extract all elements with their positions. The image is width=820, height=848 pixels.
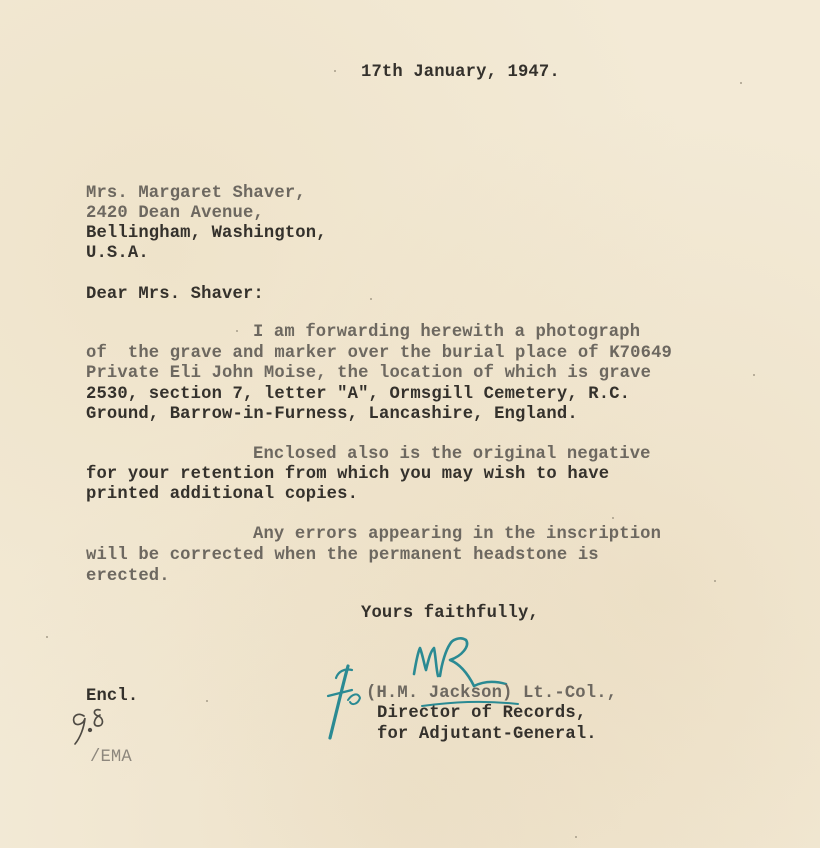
body-line: Ground, Barrow-in-Furness, Lancashire, England. — [86, 405, 578, 424]
paper-speck — [236, 330, 238, 332]
paper-speck — [206, 700, 208, 702]
salutation: Dear Mrs. Shaver: — [86, 285, 264, 304]
signatory-title: Director of Records, — [377, 704, 587, 723]
paper-speck — [740, 82, 742, 84]
body-line: printed additional copies. — [86, 485, 359, 504]
signatory-name: (H.M. Jackson) Lt.-Col., — [366, 684, 618, 703]
paper-speck — [753, 374, 755, 376]
paper-speck — [370, 298, 372, 300]
body-line: of the grave and marker over the burial place of K70649 — [86, 344, 672, 363]
handwritten-note-mark — [66, 702, 110, 748]
body-line: for your retention from which you may wish to have — [86, 465, 610, 484]
body-line: erected. — [86, 567, 170, 586]
letter-date: 17th January, 1947. — [361, 63, 560, 82]
reference-initials: /EMA — [90, 748, 132, 767]
paper-speck — [714, 580, 716, 582]
closing: Yours faithfully, — [361, 604, 539, 623]
body-line: Enclosed also is the original negative — [253, 445, 651, 464]
paper-speck — [612, 517, 614, 519]
body-line: I am forwarding herewith a photograph — [253, 323, 641, 342]
enclosure-note: Encl. — [86, 687, 139, 706]
paper-speck — [334, 70, 336, 72]
body-line: Any errors appearing in the inscription — [253, 525, 662, 544]
recipient-city: Bellingham, Washington, — [86, 224, 327, 243]
recipient-name: Mrs. Margaret Shaver, — [86, 184, 306, 203]
body-line: 2530, section 7, letter "A", Ormsgill Cemetery, R.C. — [86, 385, 631, 404]
signatory-department: for Adjutant-General. — [377, 725, 597, 744]
recipient-street: 2420 Dean Avenue, — [86, 204, 264, 223]
body-line: will be corrected when the permanent headstone is — [86, 546, 599, 565]
paper-speck — [46, 636, 48, 638]
paper-speck — [575, 836, 577, 838]
body-line: Private Eli John Moise, the location of which is grave — [86, 364, 652, 383]
recipient-country: U.S.A. — [86, 244, 149, 263]
